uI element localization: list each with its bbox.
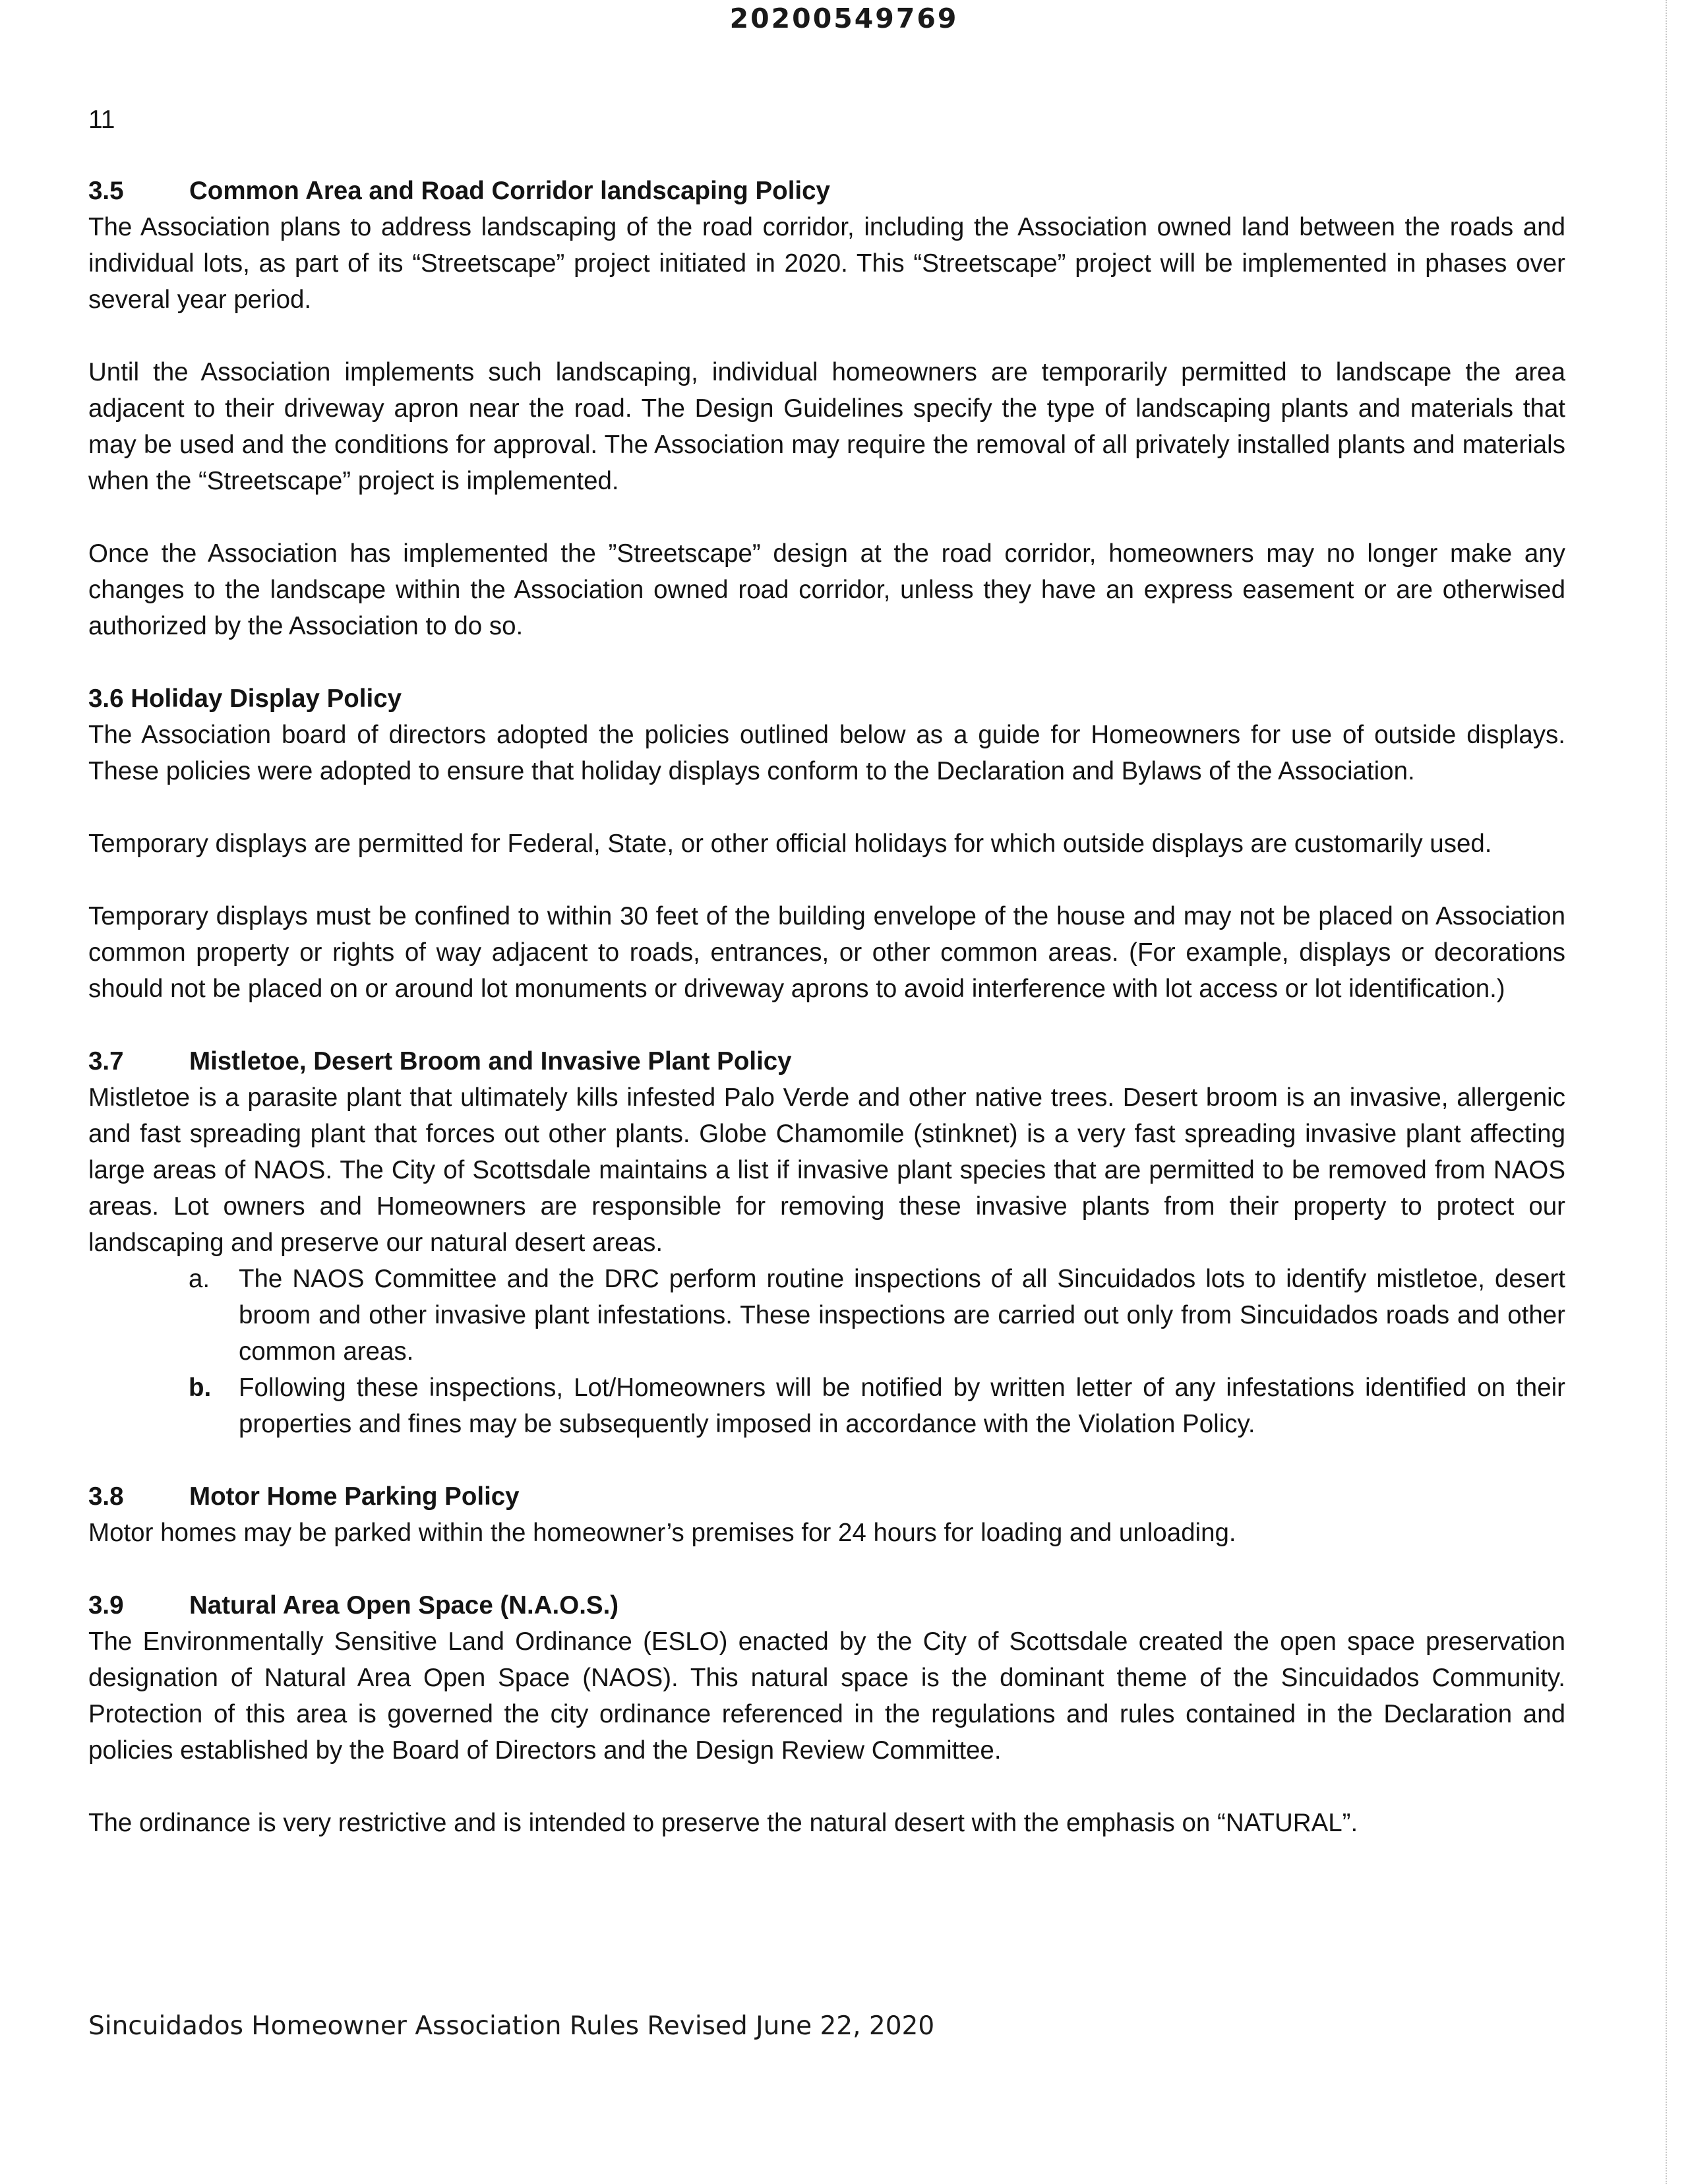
list-marker: a. (189, 1265, 210, 1293)
scan-edge-line (1666, 0, 1667, 2184)
paragraph: Mistletoe is a parasite plant that ultimately kills infested Palo Verde and other native trees. Desert broom is an invasive, allergenic and fast spreading plant that forces out other plants. Globe Chamomile (stinknet) is a very fast spreading invasive plant affecting large areas of NAOS. The City of Scottsdale maintains a list if invasive plant species that are permitted to be removed from NAOS areas. Lot owners and Homeowners are responsible for removing these invasive plants from their property to protect our landscaping and preserve our natural desert areas. (88, 1083, 1565, 1257)
section-heading (88, 173, 1565, 209)
section-heading (88, 1043, 1565, 1079)
section-heading (88, 1587, 1565, 1623)
list-item (88, 1261, 1565, 1370)
section-title: Motor Home Parking Policy (189, 1482, 520, 1511)
list-item-text: Following these inspections, Lot/Homeowners will be notified by written letter of any infestations identified on their properties and fines may be subsequently imposed in accordance with the Violation Policy. (239, 1374, 1565, 1438)
section-3-7 (88, 1043, 1565, 1442)
page-footer: Sincuidados Homeowner Association Rules Revised June 22, 2020 (88, 2011, 935, 2041)
paragraph: Once the Association has implemented the ”Streetscape” design at the road corridor, homeowners may no longer make any changes to the landscape within the Association owned road corridor, unless they have an express easement or are otherwised authorized by the Association to do so. (88, 539, 1565, 640)
paragraph: Temporary displays are permitted for Federal, State, or other official holidays for which outside displays are customarily used. (88, 830, 1492, 858)
paragraph: Temporary displays must be confined to within 30 feet of the building envelope of the house and may not be placed on Association common property or rights of way adjacent to roads, entrances, or other common areas. (For example, displays or decorations should not be placed on or around lot monuments or driveway aprons to avoid interference with lot access or lot identification.) (88, 902, 1565, 1003)
section-number: 3.7 (88, 1047, 124, 1076)
section-3-6 (88, 681, 1565, 1007)
paragraph: The Association board of directors adopted the policies outlined below as a guide for Homeowners for use of outside displays. These policies were adopted to ensure that holiday displays conform to the Declaration and Bylaws of the Association. (88, 721, 1565, 785)
inspection-list (88, 1261, 1565, 1442)
section-3-9 (88, 1587, 1565, 1841)
document-body (88, 173, 1565, 1841)
section-title: Mistletoe, Desert Broom and Invasive Plant Policy (189, 1047, 792, 1076)
section-title: Common Area and Road Corridor landscaping Policy (189, 177, 830, 205)
section-3-5 (88, 173, 1565, 644)
paragraph: Motor homes may be parked within the homeowner’s premises for 24 hours for loading and unloading. (88, 1519, 1236, 1547)
recording-number: 20200549769 (729, 3, 959, 34)
list-item (88, 1370, 1565, 1442)
paragraph: The ordinance is very restrictive and is intended to preserve the natural desert with the emphasis on “NATURAL”. (88, 1809, 1358, 1837)
section-heading (88, 1478, 1565, 1515)
paragraph: The Environmentally Sensitive Land Ordinance (ESLO) enacted by the City of Scottsdale created the open space preservation designation of Natural Area Open Space (NAOS). This natural space is the dominant theme of the Sincuidados Community. Protection of this area is governed the city ordinance referenced in the regulations and rules contained in the Declaration and policies established by the Board of Directors and the Design Review Committee. (88, 1627, 1565, 1765)
page-number: 11 (88, 106, 115, 134)
section-title: Natural Area Open Space (N.A.O.S.) (189, 1591, 619, 1620)
section-title: 3.6 Holiday Display Policy (88, 684, 402, 713)
list-marker: b. (189, 1374, 212, 1402)
section-number: 3.8 (88, 1482, 124, 1511)
list-item-text: The NAOS Committee and the DRC perform routine inspections of all Sincuidados lots to identify mistletoe, desert broom and other invasive plant infestations. These inspections are carried out only from Sincuidados roads and other common areas. (239, 1265, 1565, 1366)
paragraph: Until the Association implements such landscaping, individual homeowners are temporarily permitted to landscape the area adjacent to their driveway apron near the road. The Design Guidelines specify the type of landscaping plants and materials that may be used and the conditions for approval. The Association may require the removal of all privately installed plants and materials when the “Streetscape” project is implemented. (88, 358, 1565, 495)
section-number: 3.9 (88, 1591, 124, 1620)
section-3-8 (88, 1478, 1565, 1551)
section-number: 3.5 (88, 177, 124, 205)
paragraph: The Association plans to address landscaping of the road corridor, including the Association owned land between the roads and individual lots, as part of its “Streetscape” project initiated in 2020. This “Streetscape” project will be implemented in phases over several year period. (88, 213, 1565, 314)
